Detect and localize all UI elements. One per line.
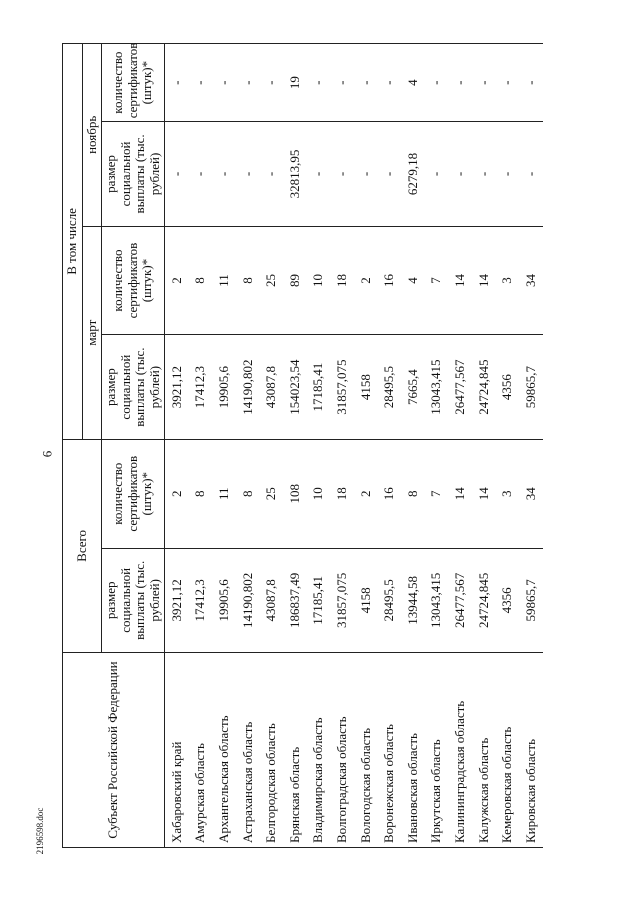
header-november: ноябрь [82, 44, 102, 227]
region-cell: Брянская область [283, 652, 307, 847]
total-count-cell: 18 [330, 439, 354, 548]
region-cell: Воронежская область [378, 652, 402, 847]
total-count-cell: 2 [165, 439, 189, 548]
region-cell: Калужская область [472, 652, 496, 847]
november-count-cell: - [354, 44, 378, 122]
november-amount-cell: - [354, 122, 378, 226]
march-amount-cell: 3921,12 [165, 335, 189, 439]
march-amount-cell: 154023,54 [283, 335, 307, 439]
region-cell: Хабаровский край [165, 652, 189, 847]
march-amount-cell: 4158 [354, 335, 378, 439]
header-subject: Субъект Российской Федерации [63, 652, 165, 847]
table-row [496, 44, 520, 848]
file-name: 2196598.doc [35, 807, 45, 855]
region-cell: Вологодская область [354, 652, 378, 847]
march-amount-cell: 28495,5 [378, 335, 402, 439]
header-november-count: количество сертификатов (штук)* [102, 44, 165, 122]
header-march-count: количество сертификатов (штук)* [102, 226, 165, 335]
region-cell: Иркутская область [425, 652, 449, 847]
table-row [378, 44, 402, 848]
table-row [354, 44, 378, 848]
total-count-cell: 3 [496, 439, 520, 548]
november-count-cell: - [189, 44, 213, 122]
march-amount-cell: 59865,7 [519, 335, 543, 439]
total-count-cell: 34 [519, 439, 543, 548]
table-body [165, 44, 543, 848]
total-count-cell: 7 [425, 439, 449, 548]
march-amount-cell: 26477,567 [448, 335, 472, 439]
total-count-cell: 8 [401, 439, 425, 548]
region-cell: Астраханская область [236, 652, 260, 847]
total-count-cell: 14 [448, 439, 472, 548]
region-cell: Калининградская область [448, 652, 472, 847]
november-amount-cell: - [165, 122, 189, 226]
table-row [425, 44, 449, 848]
november-count-cell: - [236, 44, 260, 122]
total-amount-cell: 59865,7 [519, 548, 543, 652]
table-row [401, 44, 425, 848]
header-including: В том числе [63, 44, 83, 440]
total-amount-cell: 4356 [496, 548, 520, 652]
march-count-cell: 11 [212, 226, 236, 335]
total-amount-cell: 31857,075 [330, 548, 354, 652]
header-total: Всего [63, 439, 102, 652]
november-amount-cell: - [260, 122, 284, 226]
november-count-cell: - [378, 44, 402, 122]
total-amount-cell: 19905,6 [212, 548, 236, 652]
page-number: 6 [39, 450, 55, 458]
total-amount-cell: 3921,12 [165, 548, 189, 652]
november-count-cell: - [307, 44, 331, 122]
november-count-cell: - [165, 44, 189, 122]
november-count-cell: - [212, 44, 236, 122]
november-amount-cell: - [189, 122, 213, 226]
total-count-cell: 14 [472, 439, 496, 548]
march-amount-cell: 43087,8 [260, 335, 284, 439]
march-count-cell: 34 [519, 226, 543, 335]
march-count-cell: 3 [496, 226, 520, 335]
table-row [165, 44, 189, 848]
march-amount-cell: 19905,6 [212, 335, 236, 439]
november-amount-cell: - [448, 122, 472, 226]
november-amount-cell: - [212, 122, 236, 226]
total-amount-cell: 43087,8 [260, 548, 284, 652]
region-cell: Амурская область [189, 652, 213, 847]
header-november-amount: размер социальной выплаты (тыс. рублей) [102, 122, 165, 226]
table-row [283, 44, 307, 848]
november-amount-cell: - [472, 122, 496, 226]
header-total-count: количество сертификатов (штук)* [102, 439, 165, 548]
march-count-cell: 14 [472, 226, 496, 335]
total-amount-cell: 13944,58 [401, 548, 425, 652]
march-count-cell: 7 [425, 226, 449, 335]
november-amount-cell: 32813,95 [283, 122, 307, 226]
march-count-cell: 2 [165, 226, 189, 335]
table-row [472, 44, 496, 848]
november-amount-cell: - [425, 122, 449, 226]
november-count-cell: - [472, 44, 496, 122]
march-count-cell: 18 [330, 226, 354, 335]
total-amount-cell: 17412,3 [189, 548, 213, 652]
certificates-table [62, 43, 543, 848]
total-amount-cell: 24724,845 [472, 548, 496, 652]
total-count-cell: 10 [307, 439, 331, 548]
table-row [236, 44, 260, 848]
region-cell: Ивановская область [401, 652, 425, 847]
march-count-cell: 8 [236, 226, 260, 335]
total-amount-cell: 186837,49 [283, 548, 307, 652]
region-cell: Кемеровская область [496, 652, 520, 847]
header-march-amount: размер социальной выплаты (тыс. рублей) [102, 335, 165, 439]
march-amount-cell: 31857,075 [330, 335, 354, 439]
total-count-cell: 16 [378, 439, 402, 548]
march-count-cell: 89 [283, 226, 307, 335]
march-count-cell: 8 [189, 226, 213, 335]
total-amount-cell: 13043,415 [425, 548, 449, 652]
region-cell: Кировская область [519, 652, 543, 847]
march-amount-cell: 13043,415 [425, 335, 449, 439]
march-count-cell: 2 [354, 226, 378, 335]
table-row [307, 44, 331, 848]
total-count-cell: 2 [354, 439, 378, 548]
march-amount-cell: 4356 [496, 335, 520, 439]
november-amount-cell: - [330, 122, 354, 226]
table-row [212, 44, 236, 848]
november-amount-cell: 6279,18 [401, 122, 425, 226]
november-count-cell: - [519, 44, 543, 122]
march-amount-cell: 24724,845 [472, 335, 496, 439]
header-total-amount: размер социальной выплаты (тыс. рублей) [102, 548, 165, 652]
november-amount-cell: - [519, 122, 543, 226]
total-count-cell: 11 [212, 439, 236, 548]
region-cell: Владимирская область [307, 652, 331, 847]
november-amount-cell: - [378, 122, 402, 226]
november-amount-cell: - [236, 122, 260, 226]
total-count-cell: 8 [189, 439, 213, 548]
march-count-cell: 16 [378, 226, 402, 335]
region-cell: Волгоградская область [330, 652, 354, 847]
total-amount-cell: 14190,802 [236, 548, 260, 652]
total-amount-cell: 4158 [354, 548, 378, 652]
march-amount-cell: 7665,4 [401, 335, 425, 439]
november-count-cell: - [496, 44, 520, 122]
total-amount-cell: 17185,41 [307, 548, 331, 652]
november-count-cell: 4 [401, 44, 425, 122]
november-count-cell: - [448, 44, 472, 122]
table-row [519, 44, 543, 848]
rotated-table-container [62, 43, 587, 848]
november-count-cell: 19 [283, 44, 307, 122]
header-march: март [82, 226, 102, 439]
march-count-cell: 4 [401, 226, 425, 335]
november-amount-cell: - [307, 122, 331, 226]
march-amount-cell: 17185,41 [307, 335, 331, 439]
table-row [189, 44, 213, 848]
november-amount-cell: - [496, 122, 520, 226]
total-count-cell: 108 [283, 439, 307, 548]
region-cell: Белгородская область [260, 652, 284, 847]
november-count-cell: - [330, 44, 354, 122]
march-count-cell: 25 [260, 226, 284, 335]
march-amount-cell: 17412,3 [189, 335, 213, 439]
table-row [330, 44, 354, 848]
table-row [448, 44, 472, 848]
november-count-cell: - [425, 44, 449, 122]
november-count-cell: - [260, 44, 284, 122]
total-count-cell: 8 [236, 439, 260, 548]
march-count-cell: 10 [307, 226, 331, 335]
region-cell: Архангельская область [212, 652, 236, 847]
total-amount-cell: 26477,567 [448, 548, 472, 652]
table-row [260, 44, 284, 848]
march-count-cell: 14 [448, 226, 472, 335]
total-count-cell: 25 [260, 439, 284, 548]
total-amount-cell: 28495,5 [378, 548, 402, 652]
march-amount-cell: 14190,802 [236, 335, 260, 439]
